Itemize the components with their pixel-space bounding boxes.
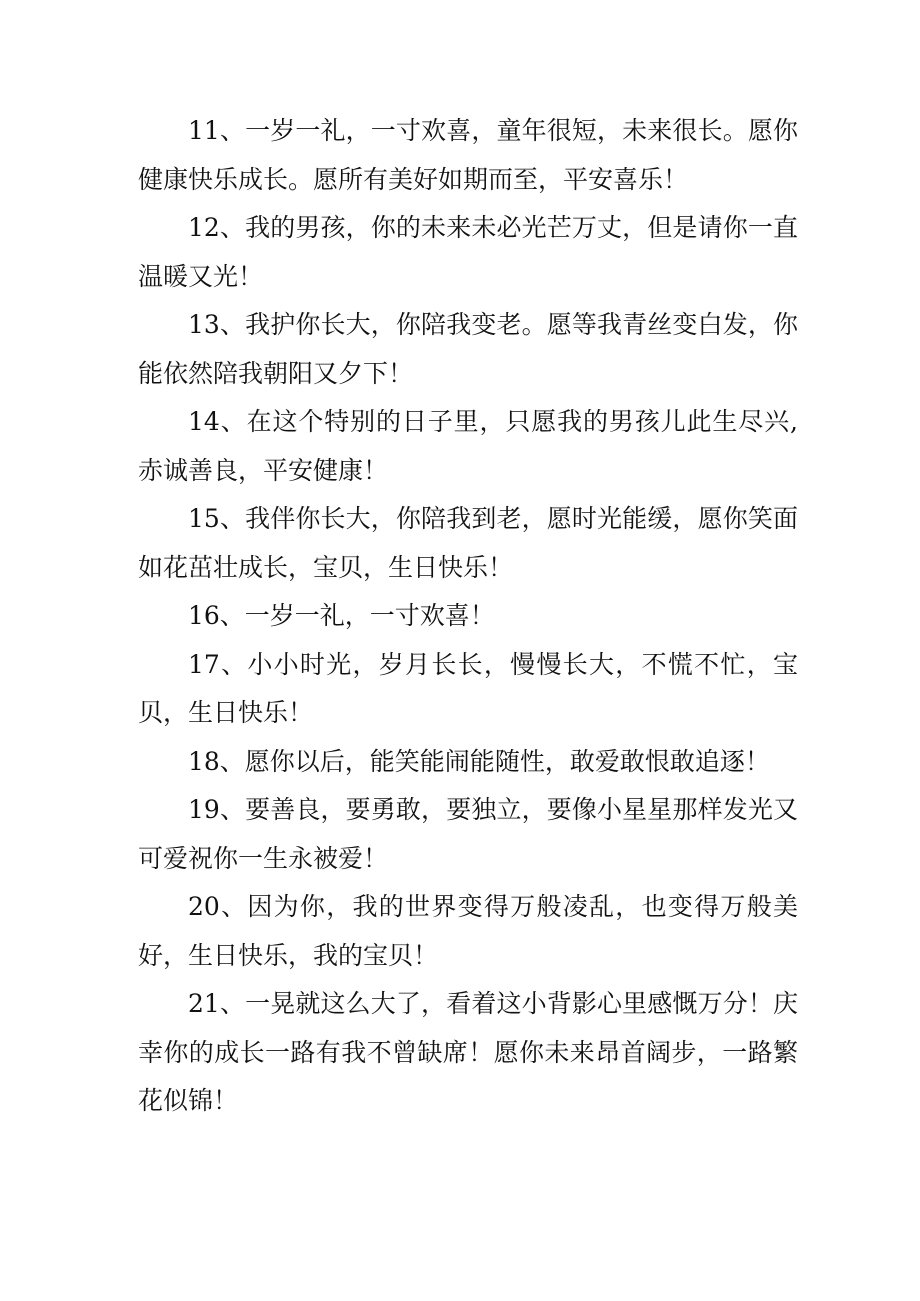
paragraph-14: 14、在这个特别的日子里，只愿我的男孩儿此生尽兴,赤诚善良，平安健康！: [138, 407, 798, 485]
paragraph-21: 21、一晃就这么大了，看着这小背影心里感慨万分！庆幸你的成长一路有我不曾缺席！愿你未来昂首阔步，一路繁花似锦！: [138, 989, 798, 1115]
document-body: [138, 107, 798, 1126]
paragraph-17: 17、小小时光，岁月长长，慢慢长大，不慌不忙，宝贝，生日快乐！: [138, 649, 798, 727]
paragraph-11: 11、一岁一礼，一寸欢喜，童年很短，未来很长。愿你健康快乐成长。愿所有美好如期而至，平安喜乐！: [138, 116, 798, 194]
paragraph-18: 18、愿你以后，能笑能闹能随性，敢爱敢恨敢追逐！: [188, 746, 770, 776]
paragraph-20: 20、因为你，我的世界变得万般凌乱，也变得万般美好，生日快乐，我的宝贝！: [138, 892, 798, 970]
paragraph-13: 13、我护你长大，你陪我变老。愿等我青丝变白发，你能依然陪我朝阳又夕下！: [138, 310, 798, 388]
paragraph-16: 16、一岁一礼，一寸欢喜！: [188, 601, 495, 630]
paragraph-12: 12、我的男孩，你的未来未必光芒万丈，但是请你一直温暖又光！: [138, 213, 798, 291]
paragraph-19: 19、要善良，要勇敢，要独立，要像小星星那样发光又可爱祝你一生永被爱！: [138, 795, 798, 873]
paragraph-15: 15、我伴你长大，你陪我到老，愿时光能缓，愿你笑面如花茁壮成长，宝贝，生日快乐！: [138, 504, 798, 582]
